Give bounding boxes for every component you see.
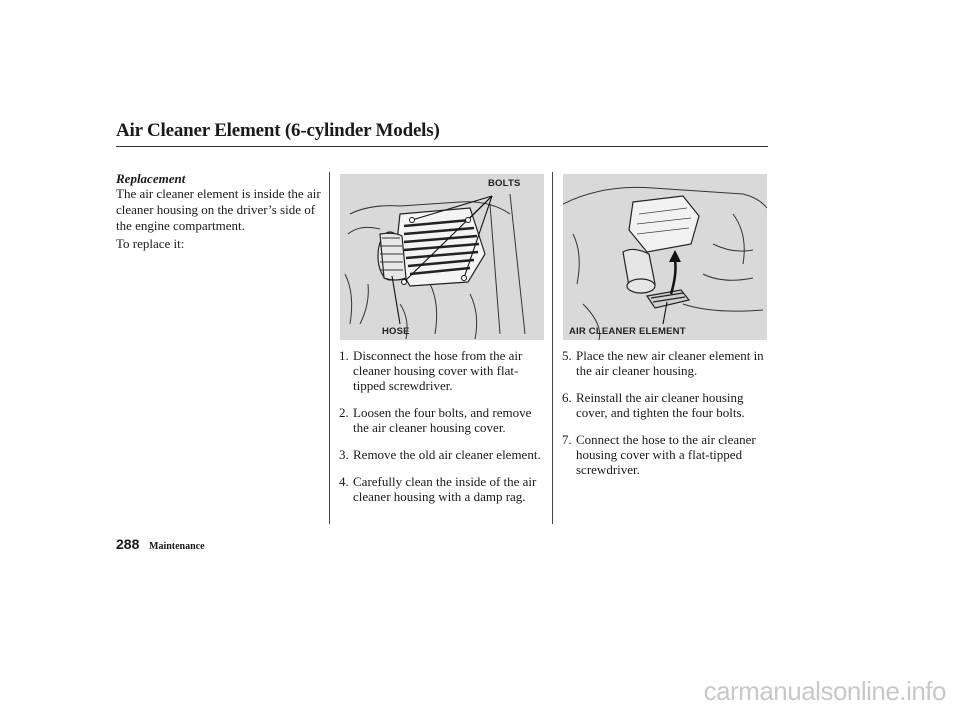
hose-shape xyxy=(378,232,406,280)
list-item: 6. Reinstall the air cleaner housing cover, and tighten the four bolts. xyxy=(562,390,745,420)
callout-hose: HOSE xyxy=(382,326,410,337)
watermark: carmanualsonline.info xyxy=(703,676,946,706)
engine-illustration-left xyxy=(340,174,544,340)
section-heading: Replacement xyxy=(116,171,186,186)
footer-page-number: 288 xyxy=(116,536,140,552)
title-rule xyxy=(116,146,768,147)
column-divider-1 xyxy=(329,172,330,524)
figure-hose-bolts xyxy=(340,174,544,340)
footer-section-label: Maintenance xyxy=(149,541,205,552)
engine-illustration-right xyxy=(563,174,767,340)
list-item: 5. Place the new air cleaner element in the air cleaner housing. xyxy=(562,348,764,378)
callout-air-cleaner-element: AIR CLEANER ELEMENT xyxy=(569,326,686,337)
list-item: 1. Disconnect the hose from the air cleaner housing cover with flat-tipped screwdriver. xyxy=(339,348,523,393)
list-item: 4. Carefully clean the inside of the air cleaner housing with a damp rag. xyxy=(339,474,537,504)
list-item: 3. Remove the old air cleaner element. xyxy=(339,447,541,462)
page-title: Air Cleaner Element (6-cylinder Models) xyxy=(116,120,440,141)
column-divider-2 xyxy=(552,172,553,524)
callout-bolts: BOLTS xyxy=(488,178,521,189)
intro-paragraph-2: To replace it: xyxy=(116,236,185,251)
figure-air-cleaner-element xyxy=(563,174,767,340)
intro-paragraph: The air cleaner element is inside the air cleaner housing on the driver’s side of the engine compartment. xyxy=(116,186,321,233)
steps-list-left xyxy=(339,348,549,516)
steps-list-right xyxy=(562,348,768,489)
list-item: 7. Connect the hose to the air cleaner housing cover with a flat-tipped screwdriver. xyxy=(562,432,756,477)
direction-arrow xyxy=(671,260,676,294)
list-item: 2. Loosen the four bolts, and remove the air cleaner housing cover. xyxy=(339,405,532,435)
hose-shape xyxy=(623,249,655,293)
